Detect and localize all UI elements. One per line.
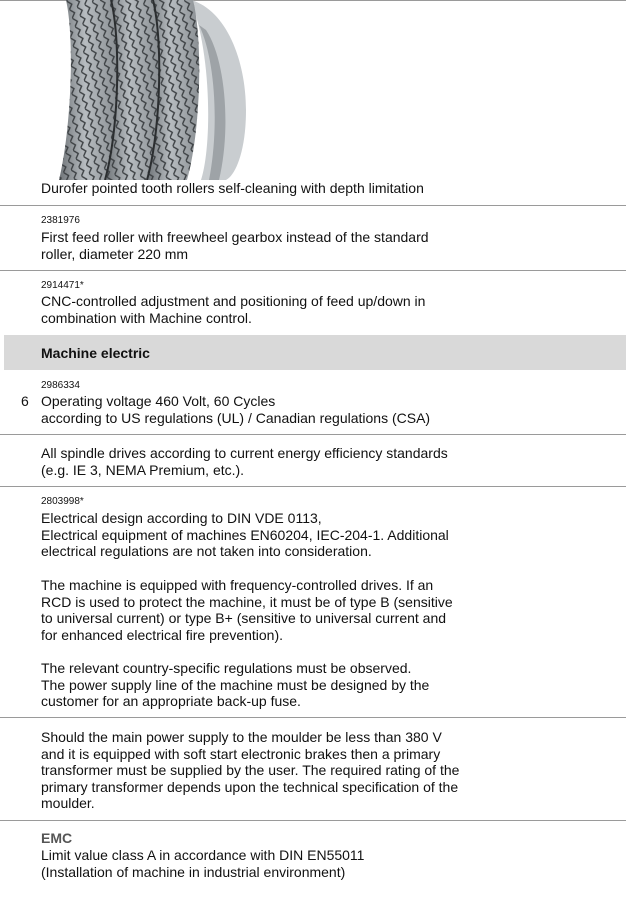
article-paragraph: The relevant country-specific regulations must be observed. The power supply line of the machine must be designed by the customer for an appropriate back-up fuse. [41,660,430,709]
article-code: 2803998* [41,496,84,507]
emc-description: Limit value class A in accordance with DIN EN55011 (Installation of machine in industrial environment) [41,847,365,880]
divider [0,717,626,718]
article-code: 2986334 [41,380,80,391]
article-description: All spindle drives according to current energy efficiency standards (e.g. IE 3, NEMA Premium, etc.). [41,445,448,478]
divider [0,205,626,206]
emc-title: EMC [41,830,73,846]
divider [0,486,626,487]
divider [0,820,626,821]
article-paragraph: The machine is equipped with frequency-controlled drives. If an RCD is used to protect the machine, it must be of type B (sensitive to universal current) or type B+ (sensitive to universal current and for enhanced electrical fire prevention). [41,577,453,643]
item-number: 6 [21,393,29,409]
article-description: First feed roller with freewheel gearbox instead of the standard roller, diameter 220 mm [41,229,429,262]
section-title: Machine electric [41,345,150,361]
divider [0,434,626,435]
article-description: CNC-controlled adjustment and positioning of feed up/down in combination with Machine control. [41,293,426,326]
article-description: Operating voltage 460 Volt, 60 Cycles according to US regulations (UL) / Canadian regulations (CSA) [41,393,431,426]
tooth-roller-image [41,0,251,180]
article-code: 2914471* [41,280,84,291]
roller-caption: Durofer pointed tooth rollers self-cleaning with depth limitation [41,180,424,196]
article-code: 2381976 [41,215,80,226]
article-paragraph: Electrical design according to DIN VDE 0113, Electrical equipment of machines EN60204, IEC-204-1. Additional electrical regulations are not taken into consideration. [41,510,449,559]
divider [0,270,626,271]
article-description: Should the main power supply to the moulder be less than 380 V and it is equipped with soft start electronic brakes then a primary transformer must be supplied by the user. The required rating of the primary transformer depends upon the technical specification of the moulder. [41,729,460,811]
